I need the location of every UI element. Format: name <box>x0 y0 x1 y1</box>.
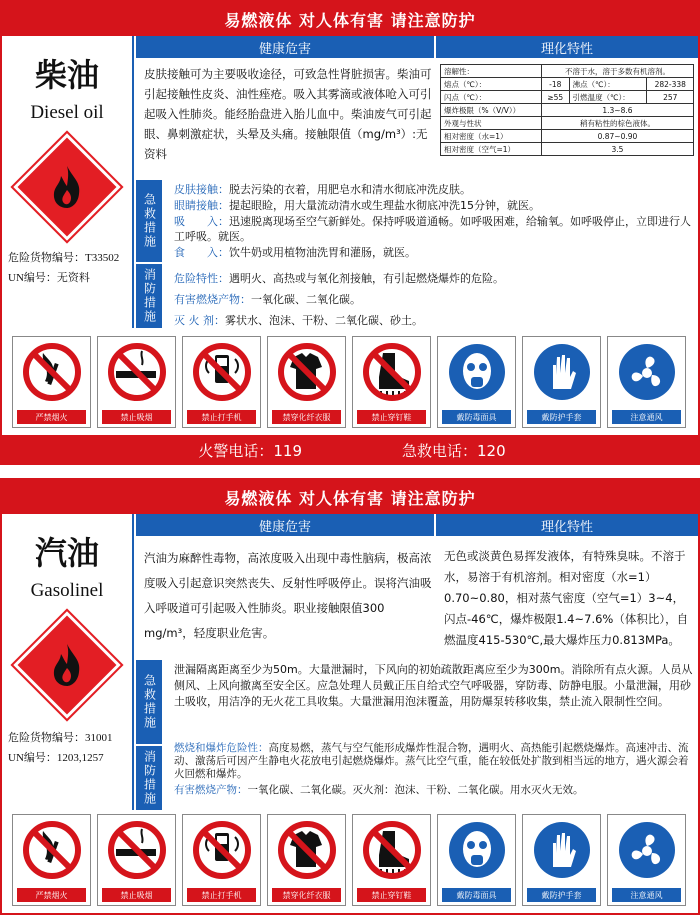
list-item <box>174 245 694 260</box>
table-row <box>441 78 694 91</box>
sign-label: 禁止打手机 <box>187 410 256 424</box>
table-cell: 相对密度（水=1） <box>441 130 542 143</box>
row-text: 遇明火、高热或与氧化剂接触，有引起燃烧爆炸的危险。 <box>229 272 504 285</box>
sign-label: 禁止吸烟 <box>102 888 171 902</box>
sign-label: 注意通风 <box>612 888 681 902</box>
safety-sign <box>437 336 516 428</box>
safety-signs-row <box>12 814 688 906</box>
sign-label: 禁止吸烟 <box>102 410 171 424</box>
row-label: 眼睛接触： <box>174 199 229 212</box>
safety-sign <box>352 336 431 428</box>
table-cell: 257 <box>647 91 694 104</box>
sign-label: 禁止打手机 <box>187 888 256 902</box>
safety-sign <box>12 814 91 906</box>
list-item <box>174 310 694 331</box>
row-text: 脱去污染的衣着，用肥皂水和清水彻底冲洗皮肤。 <box>229 183 471 196</box>
substance-panel <box>2 36 134 328</box>
gas-mask-icon <box>442 819 512 885</box>
table-cell: 3.5 <box>541 143 693 156</box>
safety-sign <box>97 336 176 428</box>
sign-label: 注意通风 <box>612 410 681 424</box>
no-spiked-shoes-icon <box>357 341 427 407</box>
sign-label: 禁穿化纤衣服 <box>272 888 341 902</box>
list-item <box>174 268 694 289</box>
fire-measures-label: 消防措施 <box>136 264 162 328</box>
list-item <box>174 214 694 244</box>
fire-measures-rows <box>174 268 694 331</box>
table-cell: 282-338 <box>647 78 694 91</box>
health-hazard-text: 皮肤接触可为主要吸收途径，可致急性肾脏损害。柴油可引起接触性皮炎、油性痤疮。吸入其雾滴或液体呛入可引起吸入性肺炎。能经胎盘进入胎儿血中。柴油废气可引起眼、鼻刺激症状，头晕及头痛。接触限值（mg/m³）:无资料 <box>144 67 432 161</box>
row-label: 吸 入： <box>174 215 229 228</box>
emergency-phone: 急救电话：120 <box>402 441 506 460</box>
first-aid-label: 急救措施 <box>136 180 162 262</box>
un-number: UN编号：无资料 <box>8 272 90 284</box>
substance-name-cn: 柴油 <box>34 56 99 94</box>
substance-name-en: Gasolinel <box>30 580 104 601</box>
sign-label: 禁穿化纤衣服 <box>272 410 341 424</box>
table-cell: 熔点（℃）： <box>441 78 542 91</box>
row-label: 灭 火 剂： <box>174 314 225 327</box>
physchem-table <box>440 64 694 156</box>
substance-name-cn: 汽油 <box>34 534 99 572</box>
safety-sign <box>97 814 176 906</box>
safety-sign <box>182 814 261 906</box>
safety-signs-row <box>12 336 688 428</box>
gas-mask-icon <box>442 341 512 407</box>
hazard-number: 危险货物编号：31001 <box>8 732 113 744</box>
physchem-title: 理化特性 <box>436 36 698 58</box>
sign-label: 严禁烟火 <box>17 410 86 424</box>
sign-label: 严禁烟火 <box>17 888 86 902</box>
card-header: 易燃液体 对人体有害 请注意防护 <box>2 480 698 514</box>
row-label: 皮肤接触： <box>174 183 229 196</box>
list-item <box>174 784 694 797</box>
table-cell: 1.3~8.6 <box>541 104 693 117</box>
safety-sign <box>352 814 431 906</box>
physchem-title: 理化特性 <box>436 514 698 536</box>
row-text: 迅速脱离现场至空气新鲜处。保持呼吸道通畅。如呼吸困难，给输氧。如呼吸停止，立即进行人工呼吸。就医。 <box>174 215 691 243</box>
ventilation-icon <box>612 341 682 407</box>
un-number: UN编号：1203,1257 <box>8 752 104 764</box>
table-cell: 溶解性： <box>441 65 542 78</box>
row-text: 雾状水、泡沫、干粉、二氧化碳、砂土。 <box>225 314 423 327</box>
sign-label: 戴防护手套 <box>527 410 596 424</box>
no-synthetic-clothes-icon <box>272 819 342 885</box>
fire-measures-label: 消防措施 <box>136 746 162 810</box>
no-fire-icon <box>17 819 87 885</box>
safety-sign <box>607 814 686 906</box>
gloves-icon <box>527 341 597 407</box>
first-aid-rows <box>174 182 694 260</box>
sign-label: 禁止穿钉鞋 <box>357 410 426 424</box>
health-hazard-title: 健康危害 <box>136 36 434 58</box>
ventilation-icon <box>612 819 682 885</box>
table-row <box>441 143 694 156</box>
hazard-number: 危险货物编号：T33502 <box>8 252 120 264</box>
safety-sign <box>607 336 686 428</box>
table-row <box>441 91 694 104</box>
table-cell: ≥55 <box>541 91 569 104</box>
list-item <box>174 198 694 213</box>
safety-sign <box>437 814 516 906</box>
row-label: 食 入： <box>174 246 229 259</box>
no-smoking-icon <box>102 341 172 407</box>
sign-label: 戴防护手套 <box>527 888 596 902</box>
first-aid-label: 急救措施 <box>136 660 162 744</box>
row-text: 高度易燃，蒸气与空气能形成爆炸性混合物，遇明火、高热能引起燃烧爆炸。高速冲击、流动、激荡后可因产生静电火花放电引起燃烧爆炸。蒸气比空气重，能在较低处扩散到相当远的地方，遇火源会着火回燃和爆炸。 <box>174 742 689 780</box>
safety-sign <box>12 336 91 428</box>
fire-phone: 火警电话：119 <box>198 441 302 460</box>
row-text: 提起眼睑，用大量流动清水或生理盐水彻底冲洗15分钟，就医。 <box>229 199 540 212</box>
substance-panel <box>2 514 134 810</box>
substance-name-en: Diesel oil <box>30 102 104 123</box>
safety-sign <box>267 336 346 428</box>
table-cell: -18 <box>541 78 569 91</box>
sign-label: 禁止穿钉鞋 <box>357 888 426 902</box>
table-cell: 0.87~0.90 <box>541 130 693 143</box>
flammable-diamond-icon <box>12 132 122 242</box>
row-text: 饮牛奶或用植物油洗胃和灌肠，就医。 <box>229 246 416 259</box>
table-row <box>441 130 694 143</box>
list-item <box>174 742 694 781</box>
table-row <box>441 117 694 130</box>
safety-sign <box>522 336 601 428</box>
gloves-icon <box>527 819 597 885</box>
first-aid-text: 泄漏隔离距离至少为50m。大量泄漏时，下风向的初始疏散距离应至少为300m。消除所有点火源。人员从侧风、上风向撤离至安全区。应急处理人员戴正压自给式空气呼吸器，穿防毒、防静电服。小量泄漏，用砂土吸收，用洁净的无火花工具收集。大量泄漏用泡沫覆盖，用防爆泵转移收集，禁止流入限制性空间。 <box>174 663 693 708</box>
health-hazard-text: 汽油为麻醉性毒物，高浓度吸入出现中毒性脑病，极高浓度吸入引起意识突然丧失、反射性呼吸停止。误将汽油吸入呼吸道可引起吸入性肺炎。职业接触限值300 mg/m³，轻度职业危害。 <box>144 551 432 640</box>
no-fire-icon <box>17 341 87 407</box>
row-label: 燃烧和爆炸危险性： <box>174 742 269 754</box>
row-label: 有害燃烧产物： <box>174 784 248 796</box>
row-label: 有害燃烧产物： <box>174 293 251 306</box>
list-item <box>174 289 694 310</box>
table-cell: 稍有粘性的棕色液体。 <box>541 117 693 130</box>
no-spiked-shoes-icon <box>357 819 427 885</box>
gasoline-safety-card <box>0 478 700 915</box>
table-cell: 沸点（℃）： <box>569 78 647 91</box>
card-header: 易燃液体 对人体有害 请注意防护 <box>2 2 698 36</box>
row-label: 危险特性： <box>174 272 229 285</box>
safety-sign <box>522 814 601 906</box>
flammable-diamond-icon <box>12 610 122 720</box>
physchem-text: 无色或淡黄色易挥发液体，有特殊臭味。不溶于水，易溶于有机溶剂。相对密度（水=1）0.70~0.80，相对蒸气密度（空气=1）3~4，闪点-46℃，爆炸极限1.4~7.6%（体积比），自燃温度415-530℃,最大爆炸压力0.813MPa。 <box>444 549 689 647</box>
table-row <box>441 104 694 117</box>
fire-measures-rows <box>174 742 694 797</box>
health-hazard-title: 健康危害 <box>136 514 434 536</box>
list-item <box>174 182 694 197</box>
no-synthetic-clothes-icon <box>272 341 342 407</box>
table-cell: 引燃温度（℃）： <box>569 91 647 104</box>
row-text: 一氧化碳、二氧化碳。 <box>251 293 361 306</box>
no-phone-icon <box>187 819 257 885</box>
safety-sign <box>182 336 261 428</box>
phone-bar <box>2 435 700 465</box>
table-cell: 外观与性状 <box>441 117 542 130</box>
table-row <box>441 65 694 78</box>
table-cell: 闪点（℃）： <box>441 91 542 104</box>
safety-sign <box>267 814 346 906</box>
row-text: 一氧化碳、二氧化碳。灭火剂：泡沫、干粉、二氧化碳。用水灭火无效。 <box>247 784 584 796</box>
table-cell: 爆炸极限（%（V/V）） <box>441 104 542 117</box>
table-cell: 不溶于水，溶于多数有机溶剂。 <box>541 65 693 78</box>
table-cell: 相对密度（空气=1） <box>441 143 542 156</box>
sign-label: 戴防毒面具 <box>442 888 511 902</box>
no-smoking-icon <box>102 819 172 885</box>
no-phone-icon <box>187 341 257 407</box>
sign-label: 戴防毒面具 <box>442 410 511 424</box>
